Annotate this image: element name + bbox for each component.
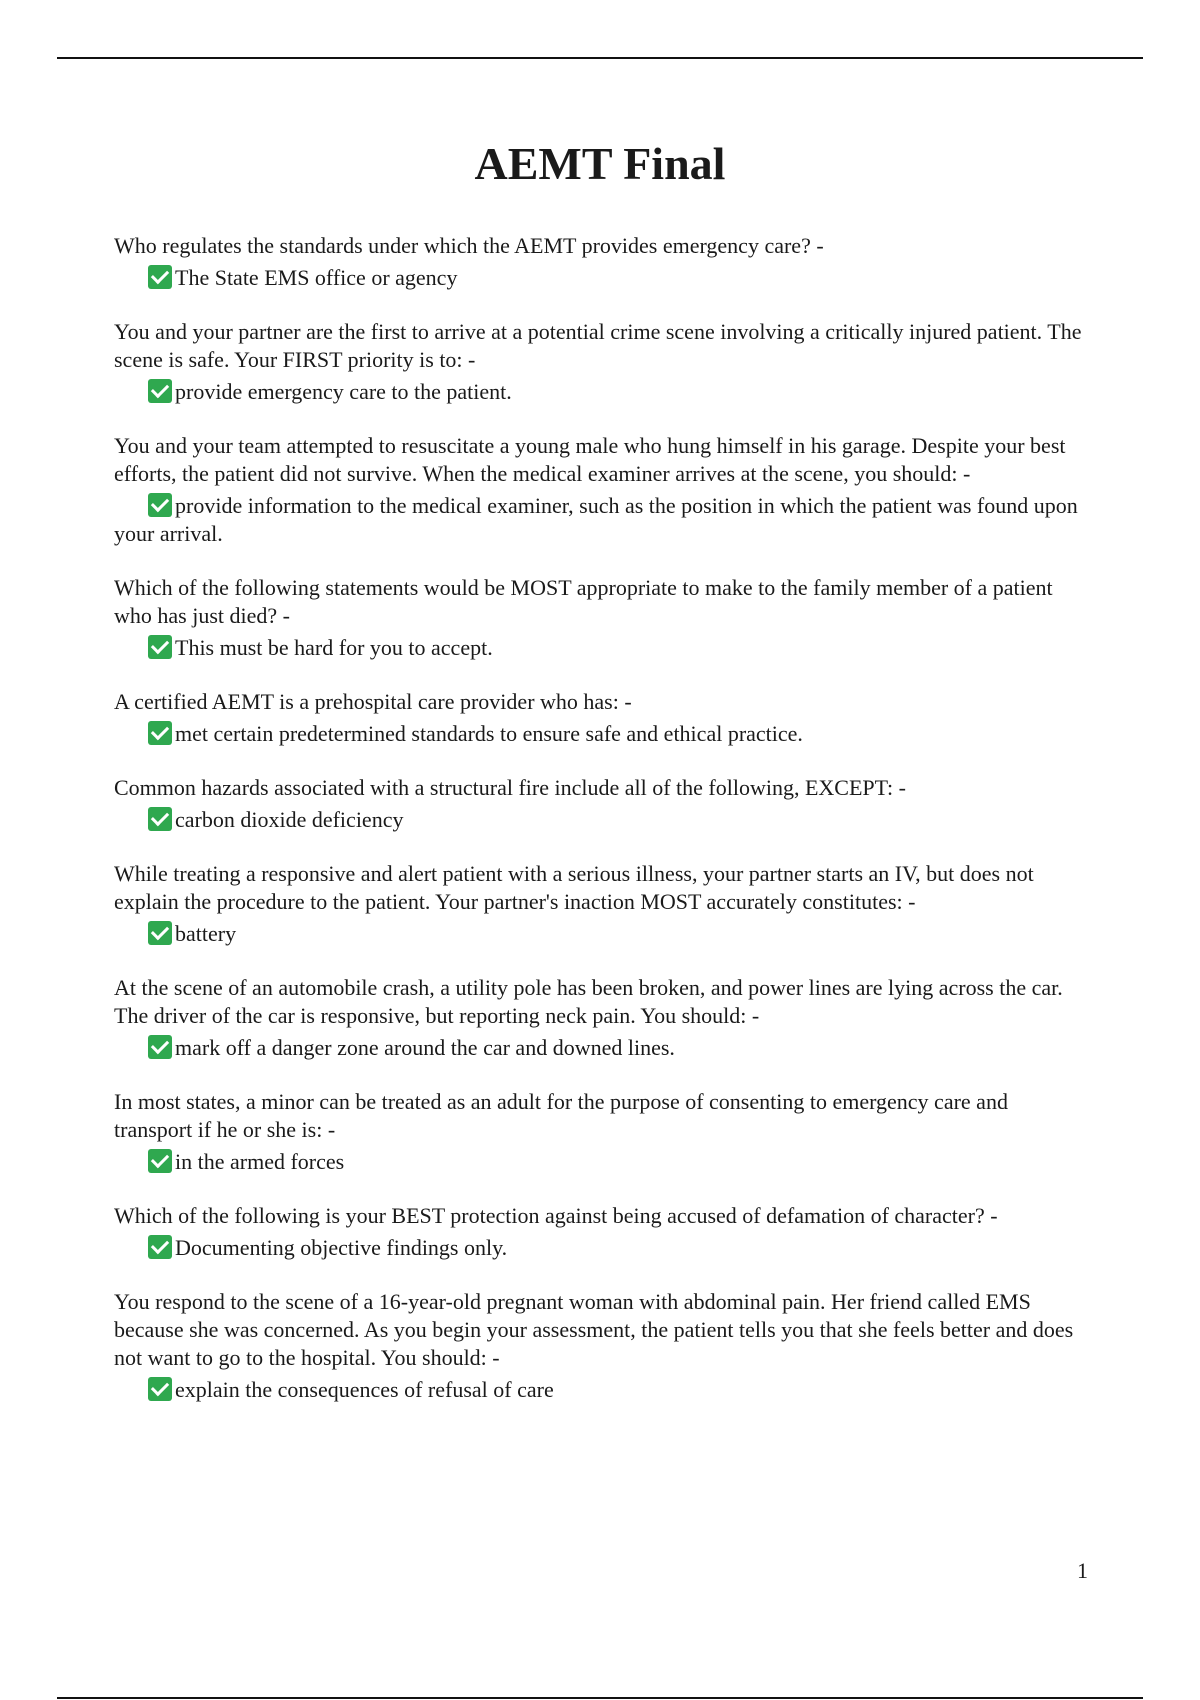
check-mark-icon xyxy=(148,379,172,403)
answer-line xyxy=(114,1148,1090,1176)
top-rule xyxy=(57,57,1143,59)
page-number: 1 xyxy=(1077,1558,1088,1583)
check-mark-icon xyxy=(148,1377,172,1401)
answer-text: met certain predetermined standards to ensure safe and ethical practice. xyxy=(175,721,803,746)
question-text: Which of the following is your BEST protection against being accused of defamation of character? - xyxy=(114,1203,998,1228)
answer-line xyxy=(114,634,1090,662)
question-text: In most states, a minor can be treated as an adult for the purpose of consenting to emergency care and transport if he or she is: - xyxy=(114,1089,1008,1142)
question-text: At the scene of an automobile crash, a utility pole has been broken, and power lines are lying across the car. The driver of the car is responsive, but reporting neck pain. You should: - xyxy=(114,975,1063,1028)
qa-item xyxy=(114,232,1090,292)
check-mark-icon xyxy=(148,921,172,945)
question-text: You and your partner are the first to arrive at a potential crime scene involving a critically injured patient. The scene is safe. Your FIRST priority is to: - xyxy=(114,319,1082,372)
answer-line xyxy=(114,492,1090,548)
answer-text: mark off a danger zone around the car and downed lines. xyxy=(175,1035,675,1060)
qa-item xyxy=(114,318,1090,406)
check-mark-icon xyxy=(148,1149,172,1173)
check-mark-icon xyxy=(148,807,172,831)
qa-item xyxy=(114,774,1090,834)
question-text: You and your team attempted to resuscitate a young male who hung himself in his garage. Despite your best efforts, the patient did not survive. When the medical examiner arrives at the scene, you should: - xyxy=(114,433,1066,486)
answer-line xyxy=(114,1034,1090,1062)
answer-line xyxy=(114,1234,1090,1262)
answer-text: provide emergency care to the patient. xyxy=(175,379,512,404)
question-text: A certified AEMT is a prehospital care provider who has: - xyxy=(114,689,632,714)
answer-text: This must be hard for you to accept. xyxy=(175,635,493,660)
check-mark-icon xyxy=(148,1035,172,1059)
answer-text: Documenting objective findings only. xyxy=(175,1235,508,1260)
answer-line xyxy=(114,1376,1090,1404)
answer-line xyxy=(114,378,1090,406)
bottom-rule xyxy=(57,1697,1143,1699)
answer-text: in the armed forces xyxy=(175,1149,345,1174)
answer-line xyxy=(114,264,1090,292)
qa-list xyxy=(114,232,1090,1430)
qa-item xyxy=(114,574,1090,662)
qa-item xyxy=(114,1288,1090,1404)
page-title: AEMT Final xyxy=(474,138,726,189)
answer-line xyxy=(114,806,1090,834)
qa-item xyxy=(114,432,1090,548)
qa-item xyxy=(114,1202,1090,1262)
qa-item xyxy=(114,1088,1090,1176)
qa-item xyxy=(114,860,1090,948)
check-mark-icon xyxy=(148,635,172,659)
check-mark-icon xyxy=(148,265,172,289)
qa-item xyxy=(114,974,1090,1062)
question-text: Common hazards associated with a structural fire include all of the following, EXCEPT: - xyxy=(114,775,906,800)
check-mark-icon xyxy=(148,721,172,745)
question-text: Who regulates the standards under which the AEMT provides emergency care? - xyxy=(114,233,824,258)
answer-line xyxy=(114,920,1090,948)
question-text: Which of the following statements would be MOST appropriate to make to the family member of a patient who has just died? - xyxy=(114,575,1053,628)
question-text: While treating a responsive and alert patient with a serious illness, your partner starts an IV, but does not explain the procedure to the patient. Your partner's inaction MOST accurately constitutes: - xyxy=(114,861,1034,914)
answer-text: provide information to the medical examiner, such as the position in which the patient was found upon your arrival. xyxy=(114,493,1078,546)
qa-item xyxy=(114,688,1090,748)
question-text: You respond to the scene of a 16-year-old pregnant woman with abdominal pain. Her friend called EMS because she was concerned. As you begin your assessment, the patient tells you that she feels better and does not want to go to the hospital. You should: - xyxy=(114,1289,1074,1370)
check-mark-icon xyxy=(148,493,172,517)
answer-text: explain the consequences of refusal of care xyxy=(175,1377,554,1402)
check-mark-icon xyxy=(148,1235,172,1259)
answer-text: battery xyxy=(175,921,237,946)
answer-line xyxy=(114,720,1090,748)
answer-text: carbon dioxide deficiency xyxy=(175,807,404,832)
answer-text: The State EMS office or agency xyxy=(175,265,458,290)
